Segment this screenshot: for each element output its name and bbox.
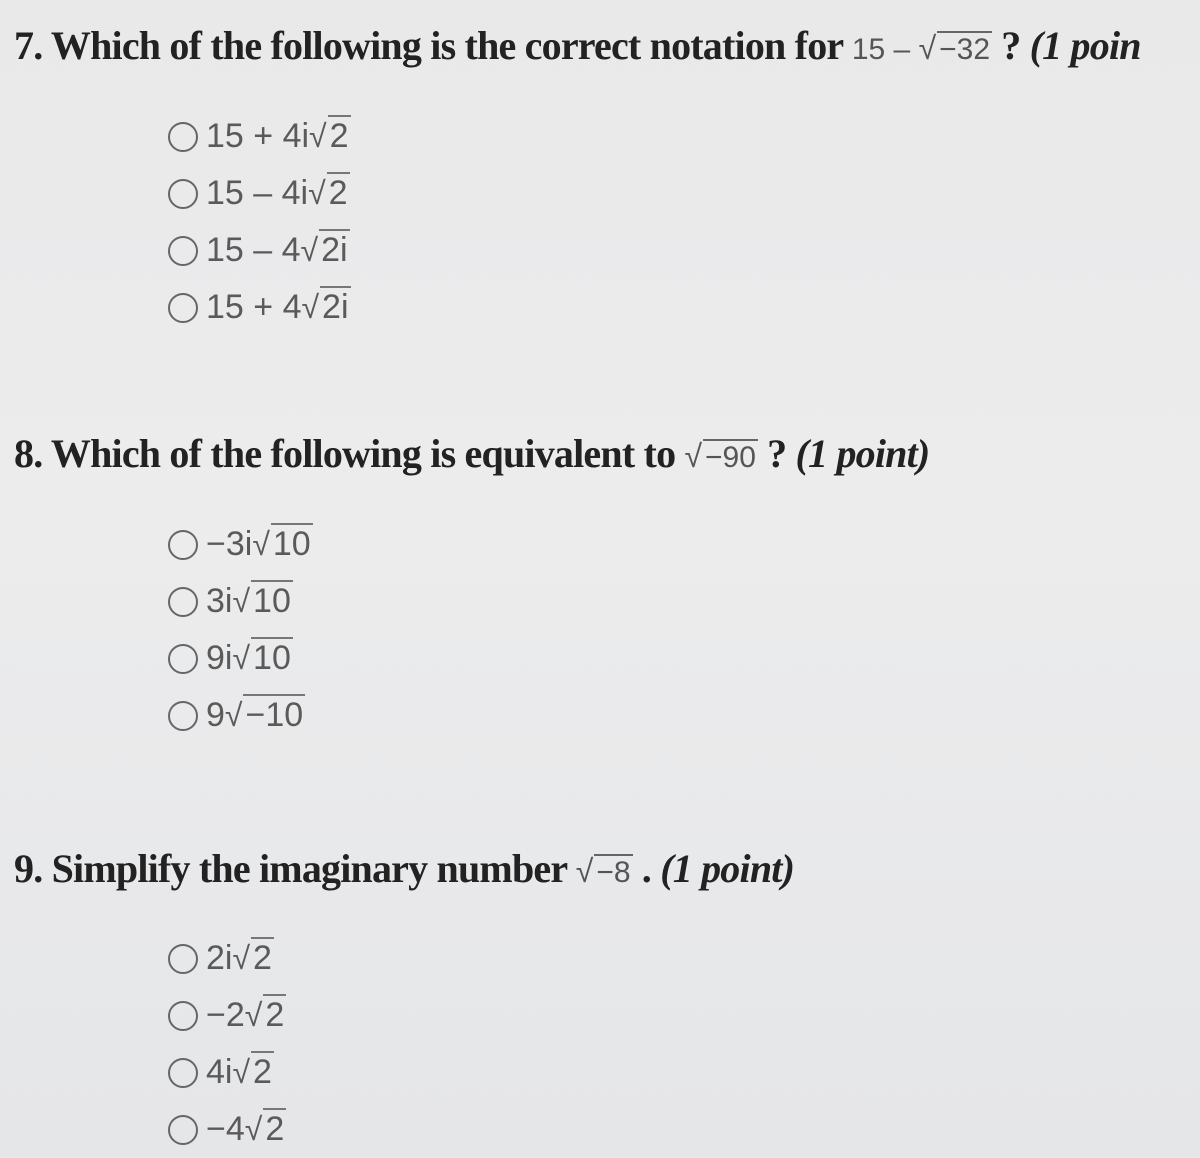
answer-option[interactable]: −4√2 [168, 1101, 286, 1158]
radio-button[interactable] [168, 1001, 198, 1031]
expression-radicand: −90 [705, 441, 756, 474]
question-7-options [168, 108, 351, 336]
answer-option[interactable]: 15 – 4√2i [168, 222, 351, 279]
expression-radicand: −8 [596, 856, 631, 889]
answer-option[interactable]: 15 – 4i√2 [168, 165, 351, 222]
answer-option[interactable]: 3i√10 [168, 573, 313, 630]
question-8 [14, 430, 929, 477]
radio-button[interactable] [168, 944, 198, 974]
question-9-options [168, 930, 286, 1158]
question-7-text [14, 22, 1141, 69]
question-9-text [14, 845, 794, 892]
answer-option[interactable]: 15 + 4i√2 [168, 108, 351, 165]
question-expression: √ −8 [575, 853, 631, 889]
answer-option[interactable]: 9√−10 [168, 687, 313, 744]
answer-option[interactable]: 9i√10 [168, 630, 313, 687]
question-points: (1 point) [660, 846, 795, 891]
question-prompt: 9. Simplify the imaginary number [14, 846, 567, 891]
radio-button[interactable] [168, 1115, 198, 1145]
radio-button[interactable] [168, 1058, 198, 1088]
question-prompt: 7. Which of the following is the correct notation for [14, 23, 843, 68]
radio-button[interactable] [168, 644, 198, 674]
radio-button[interactable] [168, 701, 198, 731]
question-trail: ? [767, 431, 787, 476]
question-points: (1 point) [795, 431, 930, 476]
answer-option[interactable]: 15 + 4√2i [168, 279, 351, 336]
question-trail: ? [1001, 23, 1021, 68]
radio-button[interactable] [168, 587, 198, 617]
question-8-text [14, 430, 929, 477]
question-expression: 15 – √ −32 [851, 30, 991, 66]
answer-option[interactable]: 2i√2 [168, 930, 286, 987]
question-7 [14, 22, 1141, 69]
answer-option[interactable]: 4i√2 [168, 1044, 286, 1101]
radio-button[interactable] [168, 122, 198, 152]
radio-button[interactable] [168, 236, 198, 266]
radio-button[interactable] [168, 293, 198, 323]
answer-option[interactable]: −2√2 [168, 987, 286, 1044]
answer-option[interactable]: −3i√10 [168, 516, 313, 573]
question-prompt: 8. Which of the following is equivalent to [14, 431, 676, 476]
question-trail: . [641, 846, 651, 891]
radio-button[interactable] [168, 530, 198, 560]
question-8-options [168, 516, 313, 744]
question-9 [14, 845, 794, 892]
question-expression: √ −90 [684, 438, 756, 474]
radio-button[interactable] [168, 179, 198, 209]
question-points: (1 poin [1029, 23, 1141, 68]
expression-radicand: −32 [939, 33, 991, 66]
